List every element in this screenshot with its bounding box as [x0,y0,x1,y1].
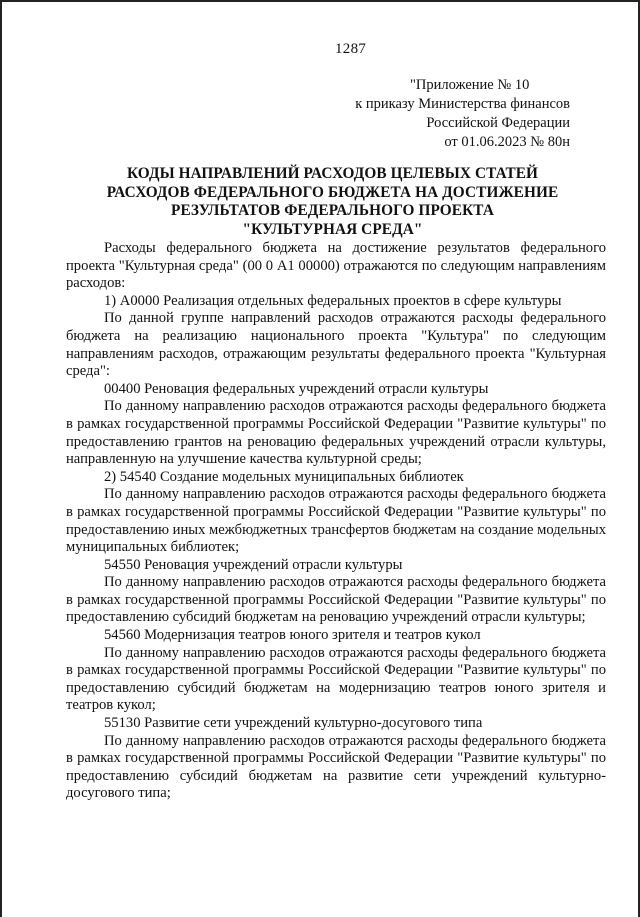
appendix-header [330,76,570,152]
appendix-line-3: Российской Федерации [426,115,570,131]
item-54540-heading: 2) 54540 Создание модельных муниципальных библиотек [104,468,464,485]
item-00400-description: По данному направлению расходов отражаются расходы федерального бюджета в рамках государственной программы Российской Федерации "Развитие культуры" по предоставлению грантов на реновацию федеральных учреждений отрасли культуры, направленную на улучшение качества культурной среды; [66,398,606,468]
scan-border-left [0,0,2,917]
item-55130-description: По данному направлению расходов отражаются расходы федерального бюджета в рамках государственной программы Российской Федерации "Развитие культуры" по предоставлению субсидий бюджетам на развитие сети учреждений культурно-досугового типа; [66,732,606,802]
item-54550-description: По данному направлению расходов отражаются расходы федерального бюджета в рамках государственной программы Российской Федерации "Развитие культуры" по предоставлению субсидий бюджетам на реновацию учреждений отрасли культуры; [66,574,606,626]
scan-border-top [0,0,640,2]
item-54560-heading: 54560 Модернизация театров юного зрителя и театров кукол [104,627,481,644]
item-54540-description: По данному направлению расходов отражаются расходы федерального бюджета в рамках государственной программы Российской Федерации "Развитие культуры" по предоставлению иных межбюджетных трансфертов бюджетам на создание модельных муниципальных библиотек; [66,486,606,556]
appendix-line-1: "Приложение № 10 [410,77,530,93]
item-00400-heading: 00400 Реновация федеральных учреждений отрасли культуры [104,380,489,397]
title-line-4: "КУЛЬТУРНАЯ СРЕДА" [242,220,423,238]
item-a0000-heading: 1) А0000 Реализация отдельных федеральных проектов в сфере культуры [104,292,562,309]
document-title [60,165,605,239]
appendix-line-4: от 01.06.2023 № 80н [444,134,570,150]
item-54550-heading: 54550 Реновация учреждений отрасли культуры [104,556,403,573]
appendix-line-2: к приказу Министерства финансов [355,96,570,112]
item-54560-description: По данному направлению расходов отражаются расходы федерального бюджета в рамках государственной программы Российской Федерации "Развитие культуры" по предоставлению субсидий бюджетам на модернизацию театров юного зрителя и театров кукол; [66,644,606,714]
title-line-1: КОДЫ НАПРАВЛЕНИЙ РАСХОДОВ ЦЕЛЕВЫХ СТАТЕЙ [126,165,539,182]
item-a0000-description: По данной группе направлений расходов отражаются расходы федерального бюджета на реализацию национального проекта "Культура" по следующим направлениям расходов, отражающим результаты федерального проекта "Культурная среда": [66,310,606,380]
item-55130-heading: 55130 Развитие сети учреждений культурно-досугового типа [104,715,483,732]
document-body [66,240,606,803]
title-line-3: РЕЗУЛЬТАТОВ ФЕДЕРАЛЬНОГО ПРОЕКТА [171,202,494,220]
intro-paragraph: Расходы федерального бюджета на достижение результатов федерального проекта "Культурная среда" (00 0 А1 00000) отражаются по следующим направлениям расходов: [66,240,606,292]
title-line-2: РАСХОДОВ ФЕДЕРАЛЬНОГО БЮДЖЕТА НА ДОСТИЖЕНИЕ [106,183,559,201]
page-number: 1287 [335,41,367,57]
